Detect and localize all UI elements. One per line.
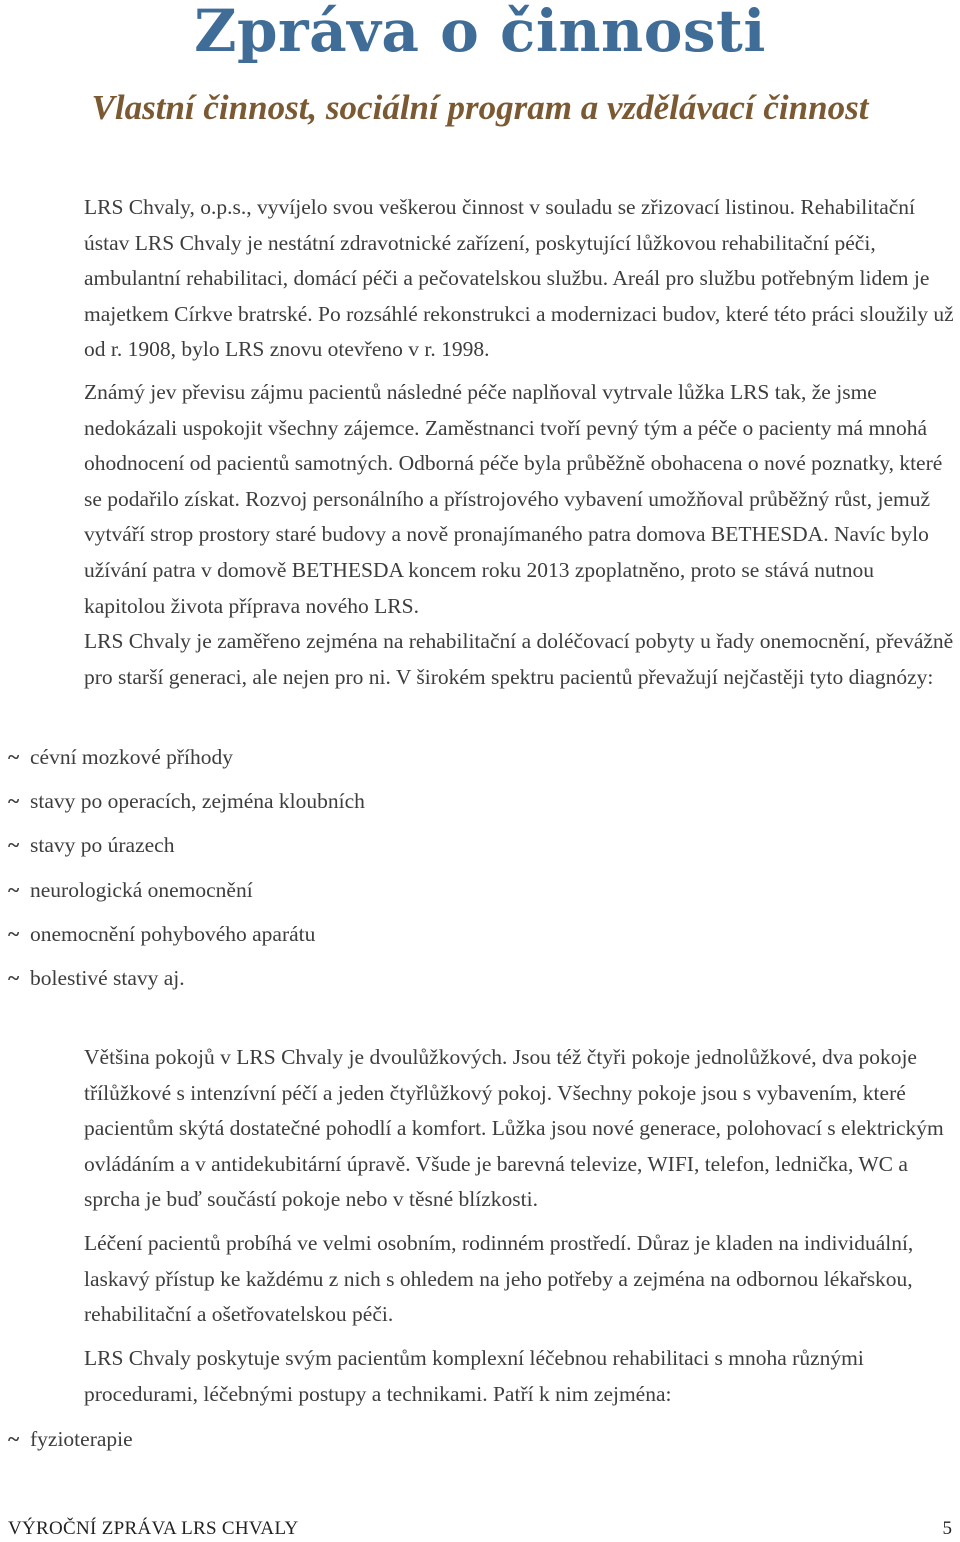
- rehab-block: [8, 1341, 960, 1412]
- list-item-text: onemocnění pohybového aparátu: [30, 921, 316, 946]
- care-block: [8, 1226, 960, 1333]
- list-item-text: fyzioterapie: [30, 1427, 133, 1451]
- list-item: [8, 916, 365, 960]
- tilde-bullet-icon: ~: [8, 921, 20, 946]
- list-item: [8, 783, 365, 827]
- main-block: [8, 375, 960, 695]
- list-item: [8, 739, 365, 783]
- diagnoses-list: [8, 739, 365, 1004]
- paragraph-focus: LRS Chvaly je zaměřeno zejména na rehabilitační a doléčovací pobyty u řady onemocnění, převážně pro starší generaci, ale nejen pro ni. V širokém spektru pacientů převažují nejčastěji tyto diagnózy:: [84, 629, 954, 689]
- tilde-bullet-icon: ~: [8, 1427, 20, 1451]
- list-item-text: bolestivé stavy aj.: [30, 965, 185, 990]
- paragraph-rehab: LRS Chvaly poskytuje svým pacientům komplexní léčebnou rehabilitaci s mnoha různými procedurami, léčebnými postupy a technikami. Patří k nim zejména:: [84, 1346, 864, 1406]
- treatments-list: [8, 1421, 133, 1465]
- paragraph-demand: Známý jev převisu zájmu pacientů následné péče naplňoval vytrvale lůžka LRS tak, že jsme nedokázali uspokojit všechny zájemce. Zaměstnanci tvoří pevný tým a péče o pacienty má mnohá ohodnocení od pacientů samotných. Odborná péče byla průběžně obohacena o nové poznatky, které se podařilo získat. Rozvoj personálního a přístrojového vybavení umožňoval průběžný růst, jemuž vytváří strop prostory staré budovy a nově pronajímaného patra domova BETHESDA. Navíc bylo užívání patra v domově BETHESDA koncem roku 2013 zpoplatněno, proto se stává nutnou kapitolou života příprava nového LRS.: [84, 380, 943, 618]
- tilde-bullet-icon: ~: [8, 833, 20, 858]
- list-item: [8, 960, 365, 1004]
- list-item-text: stavy po operacích, zejména kloubních: [30, 789, 365, 814]
- list-item-text: stavy po úrazech: [30, 833, 175, 858]
- list-item: [8, 1421, 133, 1465]
- list-item-text: neurologická onemocnění: [30, 877, 253, 902]
- intro-block: [8, 190, 960, 368]
- page-title: Zpráva o činnosti: [194, 0, 766, 65]
- paragraph-intro: LRS Chvaly, o.p.s., vyvíjelo svou veškerou činnost v souladu se zřizovací listinou. Rehabilitační ústav LRS Chvaly je nestátní zdravotnické zařízení, poskytující lůžkovou rehabilitační péči, ambulantní rehabilitaci, domácí péči a pečovatelskou službu. Areál pro službu potřebným lidem je majetkem Církve bratrské. Po rozsáhlé rekonstrukci a modernizaci budov, které této práci sloužily už od r. 1908, bylo LRS znovu otevřeno v r. 1998.: [84, 195, 954, 362]
- paragraph-care: Léčení pacientů probíhá ve velmi osobním, rodinném prostředí. Důraz je kladen na individuální, laskavý přístup ke každému z nich s ohledem na jeho potřeby a zejména na odbornou lékařskou, rehabilitační a ošetřovatelskou péči.: [84, 1231, 914, 1327]
- tilde-bullet-icon: ~: [8, 877, 20, 902]
- paragraph-rooms: Většina pokojů v LRS Chvaly je dvoulůžkových. Jsou též čtyři pokoje jednolůžkové, dva pokoje třílůžkové s intenzívní péčí a jeden čtyřlůžkový pokoj. Všechny pokoje jsou s vybavením, které pacientům skýtá dostatečné pohodlí a komfort. Lůžka jsou nové generace, polohovací s elektrickým ovládáním a v antidekubitární úpravě. Všude je barevná televize, WIFI, telefon, lednička, WC a sprcha je buď součástí pokoje nebo v těsné blízkosti.: [84, 1045, 944, 1212]
- list-item-text: cévní mozkové příhody: [30, 745, 234, 769]
- list-item: [8, 827, 365, 871]
- page-subtitle: Vlastní činnost, sociální program a vzdělávací činnost: [91, 88, 869, 127]
- rooms-block: [8, 1040, 960, 1218]
- footer-page-number: 5: [942, 1518, 952, 1539]
- list-item: [8, 872, 365, 916]
- tilde-bullet-icon: ~: [8, 789, 20, 814]
- footer-report-name: VÝROČNÍ ZPRÁVA LRS CHVALY: [8, 1518, 299, 1539]
- tilde-bullet-icon: ~: [8, 745, 20, 769]
- tilde-bullet-icon: ~: [8, 965, 20, 990]
